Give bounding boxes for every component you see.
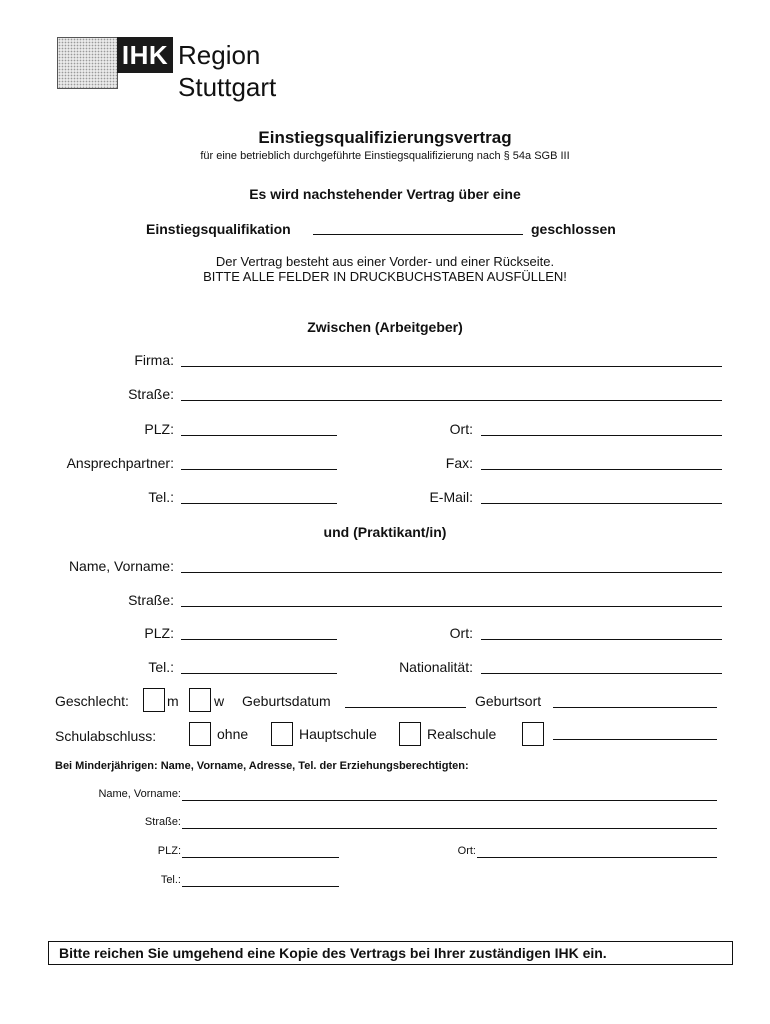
closed-label: geschlossen (531, 221, 616, 237)
intern-tel-label: Tel.: (148, 659, 174, 675)
tel-field[interactable] (181, 503, 337, 504)
email-field[interactable] (481, 503, 722, 504)
ort-label: Ort: (449, 421, 473, 437)
intern-ort-field[interactable] (481, 639, 722, 640)
logo-region: Region Stuttgart (178, 40, 277, 102)
school-none-label: ohne (217, 726, 249, 742)
tel-label: Tel.: (148, 489, 174, 505)
intern-strasse-field[interactable] (181, 606, 722, 607)
strasse-label: Straße: (128, 386, 174, 402)
employer-heading: Zwischen (Arbeitgeber) (307, 319, 463, 335)
intern-name-label: Name, Vorname: (68, 558, 174, 574)
plz-label: PLZ: (144, 421, 174, 437)
document-title: Einstiegsqualifizierungsvertrag (258, 128, 512, 147)
geschlecht-label: Geschlecht: (55, 693, 129, 709)
ort-field[interactable] (481, 435, 722, 436)
logo-mark: IHK (117, 37, 173, 73)
guardian-ort-field[interactable] (477, 857, 717, 858)
guardian-strasse-field[interactable] (182, 828, 717, 829)
intern-strasse-label: Straße: (128, 592, 174, 608)
note-caps: BITTE ALLE FELDER IN DRUCKBUCHSTABEN AUSFÜLLEN! (203, 269, 567, 284)
notice-text: Bitte reichen Sie umgehend eine Kopie des Vertrags bei Ihrer zuständigen IHK ein. (59, 945, 607, 961)
document-subtitle: für eine betrieblich durchgeführte Einstiegsqualifizierung nach § 54a SGB III (200, 150, 570, 162)
guardian-tel-field[interactable] (182, 886, 339, 887)
gender-w-label: w (214, 693, 225, 709)
intern-ort-label: Ort: (449, 625, 473, 641)
intern-tel-field[interactable] (181, 673, 337, 674)
school-realschule-label: Realschule (427, 726, 497, 742)
gender-m-label: m (167, 693, 179, 709)
qualification-label: Einstiegsqualifikation (146, 221, 291, 237)
intern-plz-label: PLZ: (144, 625, 174, 641)
school-other-field[interactable] (553, 739, 717, 740)
guardian-name-label: Name, Vorname: (98, 788, 181, 800)
notice-box (48, 941, 733, 965)
email-label: E-Mail: (429, 489, 473, 505)
geburtsort-field[interactable] (553, 707, 717, 708)
guardian-name-field[interactable] (182, 800, 717, 801)
strasse-field[interactable] (181, 400, 722, 401)
gender-w-checkbox[interactable] (189, 688, 211, 712)
firma-label: Firma: (134, 352, 174, 368)
schulabschluss-label: Schulabschluss: (55, 728, 157, 744)
geburtsdatum-field[interactable] (345, 707, 466, 708)
ansprechpartner-label: Ansprechpartner: (66, 455, 174, 471)
guardian-plz-label: PLZ: (157, 845, 181, 857)
school-hauptschule-checkbox[interactable] (271, 722, 293, 746)
guardian-ort-label: Ort: (457, 845, 476, 857)
nationalitaet-label: Nationalität: (399, 659, 473, 675)
plz-field[interactable] (181, 435, 337, 436)
intern-name-field[interactable] (181, 572, 722, 573)
intern-heading: und (Praktikant/in) (323, 524, 447, 540)
school-realschule-checkbox[interactable] (399, 722, 421, 746)
fax-label: Fax: (445, 455, 473, 471)
guardian-tel-label: Tel.: (160, 874, 181, 886)
school-other-checkbox[interactable] (522, 722, 544, 746)
school-hauptschule-label: Hauptschule (299, 726, 377, 742)
dotted-pattern-icon (57, 37, 118, 89)
firma-field[interactable] (181, 366, 722, 367)
geburtsdatum-label: Geburtsdatum (242, 693, 331, 709)
school-none-checkbox[interactable] (189, 722, 211, 746)
qualification-field[interactable] (313, 234, 523, 235)
note-pages: Der Vertrag besteht aus einer Vorder- und einer Rückseite. (215, 254, 555, 269)
ansprechpartner-field[interactable] (181, 469, 337, 470)
guardian-strasse-label: Straße: (144, 816, 181, 828)
geburtsort-label: Geburtsort (475, 693, 542, 709)
ihk-logo (57, 37, 347, 102)
fax-field[interactable] (481, 469, 722, 470)
guardian-heading: Bei Minderjährigen: Name, Vorname, Adresse, Tel. der Erziehungsberechtigten: (55, 760, 469, 772)
intro-line: Es wird nachstehender Vertrag über eine (249, 186, 521, 202)
gender-m-checkbox[interactable] (143, 688, 165, 712)
guardian-plz-field[interactable] (182, 857, 339, 858)
nationalitaet-field[interactable] (481, 673, 722, 674)
intern-plz-field[interactable] (181, 639, 337, 640)
